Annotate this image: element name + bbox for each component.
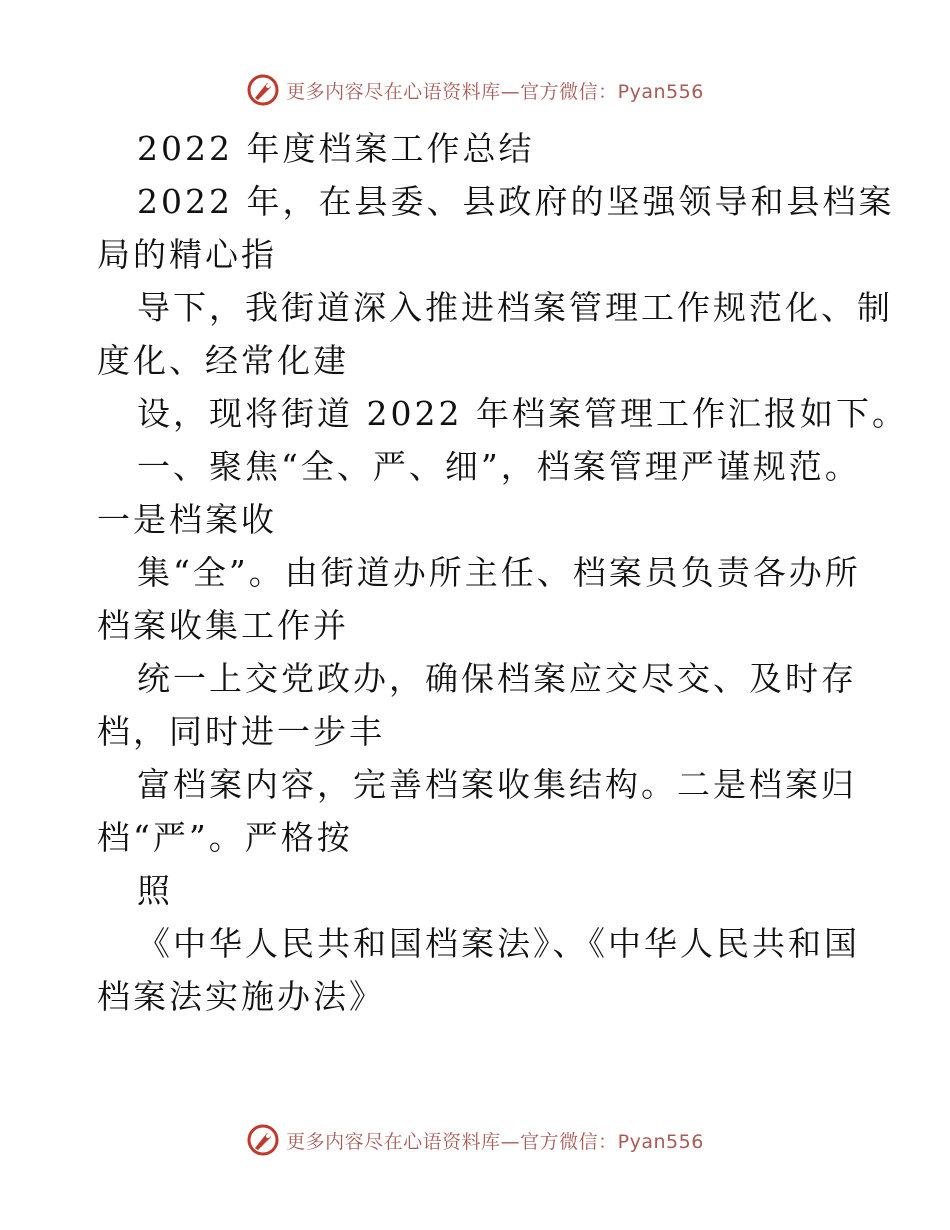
watermark-text: 更多内容尽在心语资料库—官方微信：Pyan556: [286, 1130, 704, 1153]
header-watermark: [0, 70, 950, 110]
document-title: 2022 年度档案工作总结: [137, 129, 535, 168]
paragraph-line: 统一上交党政办，确保档案应交尽交、及时存: [137, 659, 857, 698]
paragraph-line: 富档案内容，完善档案收集结构。二是档案归: [137, 765, 857, 804]
document-body: [97, 122, 908, 1023]
paragraph-line: 2022 年，在县委、县政府的坚强领导和县档案: [137, 182, 895, 221]
watermark-text: 更多内容尽在心语资料库—官方微信：Pyan556: [286, 80, 704, 103]
paragraph-line: 一是档案收: [97, 500, 277, 539]
paragraph-line: 度化、经常化建: [97, 341, 349, 380]
paragraph-line: 档案收集工作并: [97, 606, 349, 645]
paragraph-line: 导下，我街道深入推进档案管理工作规范化、制: [137, 288, 893, 327]
footer-watermark: [0, 1120, 950, 1160]
paragraph-line: 档案法实施办法》: [97, 977, 385, 1016]
paragraph-line: 《中华人民共和国档案法》、《中华人民共和国: [137, 924, 860, 963]
paragraph-line: 档，同时进一步丰: [97, 712, 385, 751]
pen-nib-logo-icon: [246, 73, 280, 107]
paragraph-line: 集“全”。由街道办所主任、档案员负责各办所: [137, 553, 861, 592]
paragraph-line: 照: [137, 871, 173, 910]
paragraph-line: 局的精心指: [97, 235, 277, 274]
paragraph-line: 设，现将街道 2022 年档案管理工作汇报如下。: [137, 394, 908, 433]
paragraph-line: 档“严”。严格按: [97, 818, 353, 857]
pen-nib-logo-icon: [246, 1123, 280, 1157]
section-heading-line: 一、聚焦“全、严、细”，档案管理严谨规范。: [137, 447, 861, 486]
